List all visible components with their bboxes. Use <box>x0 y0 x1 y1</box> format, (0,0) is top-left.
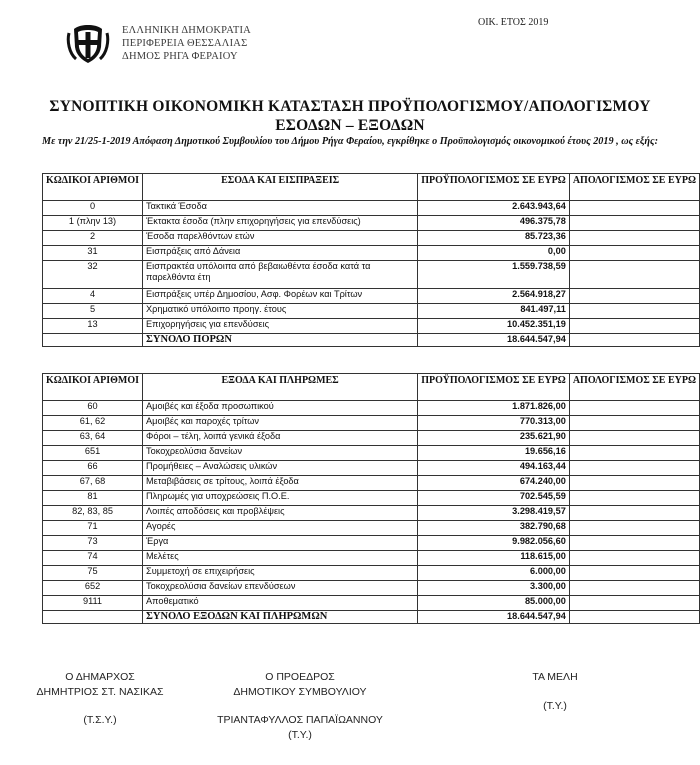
row-description: Συμμετοχή σε επιχειρήσεις <box>143 566 418 581</box>
row-actual <box>569 551 699 566</box>
row-description: Προμήθειες – Αναλώσεις υλικών <box>143 461 418 476</box>
table-row <box>43 596 700 611</box>
row-actual <box>569 476 699 491</box>
row-actual <box>569 246 699 261</box>
president-title-2: ΔΗΜΟΤΙΚΟΥ ΣΥΜΒΟΥΛΙΟΥ <box>233 686 367 698</box>
row-actual <box>569 416 699 431</box>
row-budget: 9.982.056,60 <box>418 536 570 551</box>
row-code: 0 <box>43 201 143 216</box>
row-description: Εισπράξεις από Δάνεια <box>143 246 418 261</box>
table-row <box>43 491 700 506</box>
header-description: ΕΣΟΔΑ ΚΑΙ ΕΙΣΠΡΑΞΕΙΣ <box>143 174 418 201</box>
row-code: 9111 <box>43 596 143 611</box>
row-budget: 674.240,00 <box>418 476 570 491</box>
revenue-table <box>42 173 700 347</box>
row-budget: 841.497,11 <box>418 304 570 319</box>
row-actual <box>569 536 699 551</box>
row-code: 4 <box>43 289 143 304</box>
row-actual <box>569 319 699 334</box>
header-codes: ΚΩΔΙΚΟΙ ΑΡΙΘΜΟΙ <box>43 174 143 201</box>
table-row <box>43 521 700 536</box>
row-budget: 494.163,44 <box>418 461 570 476</box>
row-budget: 3.300,00 <box>418 581 570 596</box>
row-actual <box>569 581 699 596</box>
total-row <box>43 334 700 347</box>
total-code <box>43 611 143 624</box>
row-budget: 6.000,00 <box>418 566 570 581</box>
header-codes: ΚΩΔΙΚΟΙ ΑΡΙΘΜΟΙ <box>43 374 143 401</box>
row-actual <box>569 566 699 581</box>
row-code: 63, 64 <box>43 431 143 446</box>
table-row <box>43 476 700 491</box>
row-budget: 118.615,00 <box>418 551 570 566</box>
row-actual <box>569 304 699 319</box>
fiscal-year: ΟΙΚ. ΕΤΟΣ 2019 <box>478 17 549 28</box>
row-code: 2 <box>43 231 143 246</box>
row-code: 652 <box>43 581 143 596</box>
row-code: 66 <box>43 461 143 476</box>
members-stamp: (Τ.Υ.) <box>543 700 567 712</box>
row-description: Εισπράξεις υπέρ Δημοσίου, Ασφ. Φορέων και Τρίτων <box>143 289 418 304</box>
row-actual <box>569 231 699 246</box>
row-actual <box>569 521 699 536</box>
row-budget: 0,00 <box>418 246 570 261</box>
row-budget: 770.313,00 <box>418 416 570 431</box>
table-row <box>43 506 700 521</box>
table-row <box>43 231 700 246</box>
table-row <box>43 246 700 261</box>
row-description: Εισπρακτέα υπόλοιπα από βεβαιωθέντα έσοδα κατά τα παρελθόντα έτη <box>143 261 418 289</box>
row-actual <box>569 461 699 476</box>
table-row <box>43 416 700 431</box>
row-budget: 1.871.826,00 <box>418 401 570 416</box>
document-subtitle: Με την 21/25-1-2019 Απόφαση Δημοτικού Συμβουλίου του Δήμου Ρήγα Φεραίου, εγκρίθηκε ο Προϋπολογισμός οικονομικού έτους 2019 , ως εξής: <box>42 136 658 147</box>
row-code: 32 <box>43 261 143 289</box>
row-budget: 3.298.419,57 <box>418 506 570 521</box>
expenses-body <box>43 401 700 624</box>
row-budget: 382.790,68 <box>418 521 570 536</box>
row-budget: 2.564.918,27 <box>418 289 570 304</box>
mayor-title: Ο ΔΗΜΑΡΧΟΣ <box>65 671 135 683</box>
row-description: Επιχορηγήσεις για επενδύσεις <box>143 319 418 334</box>
row-code: 5 <box>43 304 143 319</box>
total-actual <box>569 611 699 624</box>
row-description: Έργα <box>143 536 418 551</box>
row-description: Τοκοχρεολύσια δανείων επενδύσεων <box>143 581 418 596</box>
row-description: Λοιπές αποδόσεις και προβλέψεις <box>143 506 418 521</box>
total-budget: 18.644.547,94 <box>418 611 570 624</box>
row-description: Χρηματικό υπόλοιπο προηγ. έτους <box>143 304 418 319</box>
row-budget: 85.000,00 <box>418 596 570 611</box>
table-row <box>43 304 700 319</box>
letterhead <box>66 20 286 68</box>
row-actual <box>569 446 699 461</box>
row-description: Τοκοχρεολύσια δανείων <box>143 446 418 461</box>
row-budget: 2.643.943,64 <box>418 201 570 216</box>
row-description: Μελέτες <box>143 551 418 566</box>
table-row <box>43 566 700 581</box>
table-row <box>43 551 700 566</box>
row-actual <box>569 201 699 216</box>
total-actual <box>569 334 699 347</box>
row-budget: 19.656,16 <box>418 446 570 461</box>
document-title: ΣΥΝΟΠΤΙΚΗ ΟΙΚΟΝΟΜΙΚΗ ΚΑΤΑΣΤΑΣΗ ΠΡΟΫΠΟΛΟΓΙΣΜΟΥ/ΑΠΟΛΟΓΙΣΜΟΥ <box>49 98 651 115</box>
row-budget: 85.723,36 <box>418 231 570 246</box>
president-title: Ο ΠΡΟΕΔΡΟΣ <box>265 671 335 683</box>
table-row <box>43 581 700 596</box>
row-code: 13 <box>43 319 143 334</box>
row-description: Αγορές <box>143 521 418 536</box>
row-code: 60 <box>43 401 143 416</box>
row-description: Αποθεματικό <box>143 596 418 611</box>
row-budget: 496.375,78 <box>418 216 570 231</box>
president-signature <box>200 670 400 743</box>
row-actual <box>569 261 699 289</box>
table-row <box>43 431 700 446</box>
row-description: Τακτικά Έσοδα <box>143 201 418 216</box>
row-code: 74 <box>43 551 143 566</box>
row-actual <box>569 401 699 416</box>
table-row <box>43 261 700 289</box>
row-code: 73 <box>43 536 143 551</box>
table-row <box>43 446 700 461</box>
row-budget: 1.559.738,59 <box>418 261 570 289</box>
table-row <box>43 201 700 216</box>
row-actual <box>569 491 699 506</box>
row-budget: 10.452.351,19 <box>418 319 570 334</box>
row-description: Πληρωμές για υποχρεώσεις Π.Ο.Ε. <box>143 491 418 506</box>
mayor-signature <box>30 670 170 728</box>
header-description: ΕΞΟΔΑ ΚΑΙ ΠΛΗΡΩΜΕΣ <box>143 374 418 401</box>
total-label: ΣΥΝΟΛΟ ΕΞΟΔΩΝ ΚΑΙ ΠΛΗΡΩΜΩΝ <box>143 611 418 624</box>
row-code: 61, 62 <box>43 416 143 431</box>
row-code: 1 (πλην 13) <box>43 216 143 231</box>
letterhead-text <box>122 24 251 63</box>
row-actual <box>569 289 699 304</box>
header-line-3: ΔΗΜΟΣ ΡΗΓΑ ΦΕΡΑΙΟΥ <box>122 51 238 62</box>
president-stamp: (Τ.Υ.) <box>288 729 312 741</box>
table-row <box>43 536 700 551</box>
revenue-body <box>43 201 700 347</box>
row-budget: 235.621,90 <box>418 431 570 446</box>
row-budget: 702.545,59 <box>418 491 570 506</box>
row-description: Έσοδα παρελθόντων ετών <box>143 231 418 246</box>
table-row <box>43 461 700 476</box>
total-label: ΣΥΝΟΛΟ ΠΟΡΩΝ <box>143 334 418 347</box>
row-code: 75 <box>43 566 143 581</box>
mayor-name: ΔΗΜΗΤΡΙΟΣ ΣΤ. ΝΑΣΙΚΑΣ <box>36 686 164 698</box>
row-actual <box>569 506 699 521</box>
expenses-header-row <box>43 374 700 401</box>
table-row <box>43 401 700 416</box>
president-name: ΤΡΙΑΝΤΑΦΥΛΛΟΣ ΠΑΠΑΪΩΑΝΝΟΥ <box>217 714 383 726</box>
row-description: Φόροι – τέλη, λοιπά γενικά έξοδα <box>143 431 418 446</box>
row-code: 81 <box>43 491 143 506</box>
members-title: ΤΑ ΜΕΛΗ <box>532 671 578 683</box>
row-actual <box>569 596 699 611</box>
header-budget: ΠΡΟΫΠΟΛΟΓΙΣΜΟΣ ΣΕ ΕΥΡΩ <box>418 374 570 401</box>
members-signature <box>500 670 610 714</box>
row-code: 71 <box>43 521 143 536</box>
row-description: Αμοιβές και παροχές τρίτων <box>143 416 418 431</box>
revenue-header-row <box>43 174 700 201</box>
header-line-2: ΠΕΡΙΦΕΡΕΙΑ ΘΕΣΣΑΛΙΑΣ <box>122 38 248 49</box>
table-row <box>43 319 700 334</box>
expenses-table <box>42 373 700 624</box>
row-code: 651 <box>43 446 143 461</box>
row-code: 82, 83, 85 <box>43 506 143 521</box>
row-code: 67, 68 <box>43 476 143 491</box>
total-code <box>43 334 143 347</box>
table-row <box>43 289 700 304</box>
row-description: Έκτακτα έσοδα (πλην επιχορηγήσεις για επενδύσεις) <box>143 216 418 231</box>
greek-coat-of-arms-icon <box>66 23 110 65</box>
header-actual: ΑΠΟΛΟΓΙΣΜΟΣ ΣΕ ΕΥΡΩ <box>569 174 699 201</box>
mayor-stamp: (Τ.Σ.Υ.) <box>83 714 117 726</box>
row-code: 31 <box>43 246 143 261</box>
header-actual: ΑΠΟΛΟΓΙΣΜΟΣ ΣΕ ΕΥΡΩ <box>569 374 699 401</box>
header-line-1: ΕΛΛΗΝΙΚΗ ΔΗΜΟΚΡΑΤΙΑ <box>122 25 251 36</box>
total-row <box>43 611 700 624</box>
row-actual <box>569 216 699 231</box>
total-budget: 18.644.547,94 <box>418 334 570 347</box>
row-actual <box>569 431 699 446</box>
row-description: Μεταβιβάσεις σε τρίτους, λοιπά έξοδα <box>143 476 418 491</box>
row-description: Αμοιβές και έξοδα προσωπικού <box>143 401 418 416</box>
header-budget: ΠΡΟΫΠΟΛΟΓΙΣΜΟΣ ΣΕ ΕΥΡΩ <box>418 174 570 201</box>
table-row <box>43 216 700 231</box>
document-title-line-2: ΕΣΟΔΩΝ – ΕΞΟΔΩΝ <box>275 117 425 134</box>
